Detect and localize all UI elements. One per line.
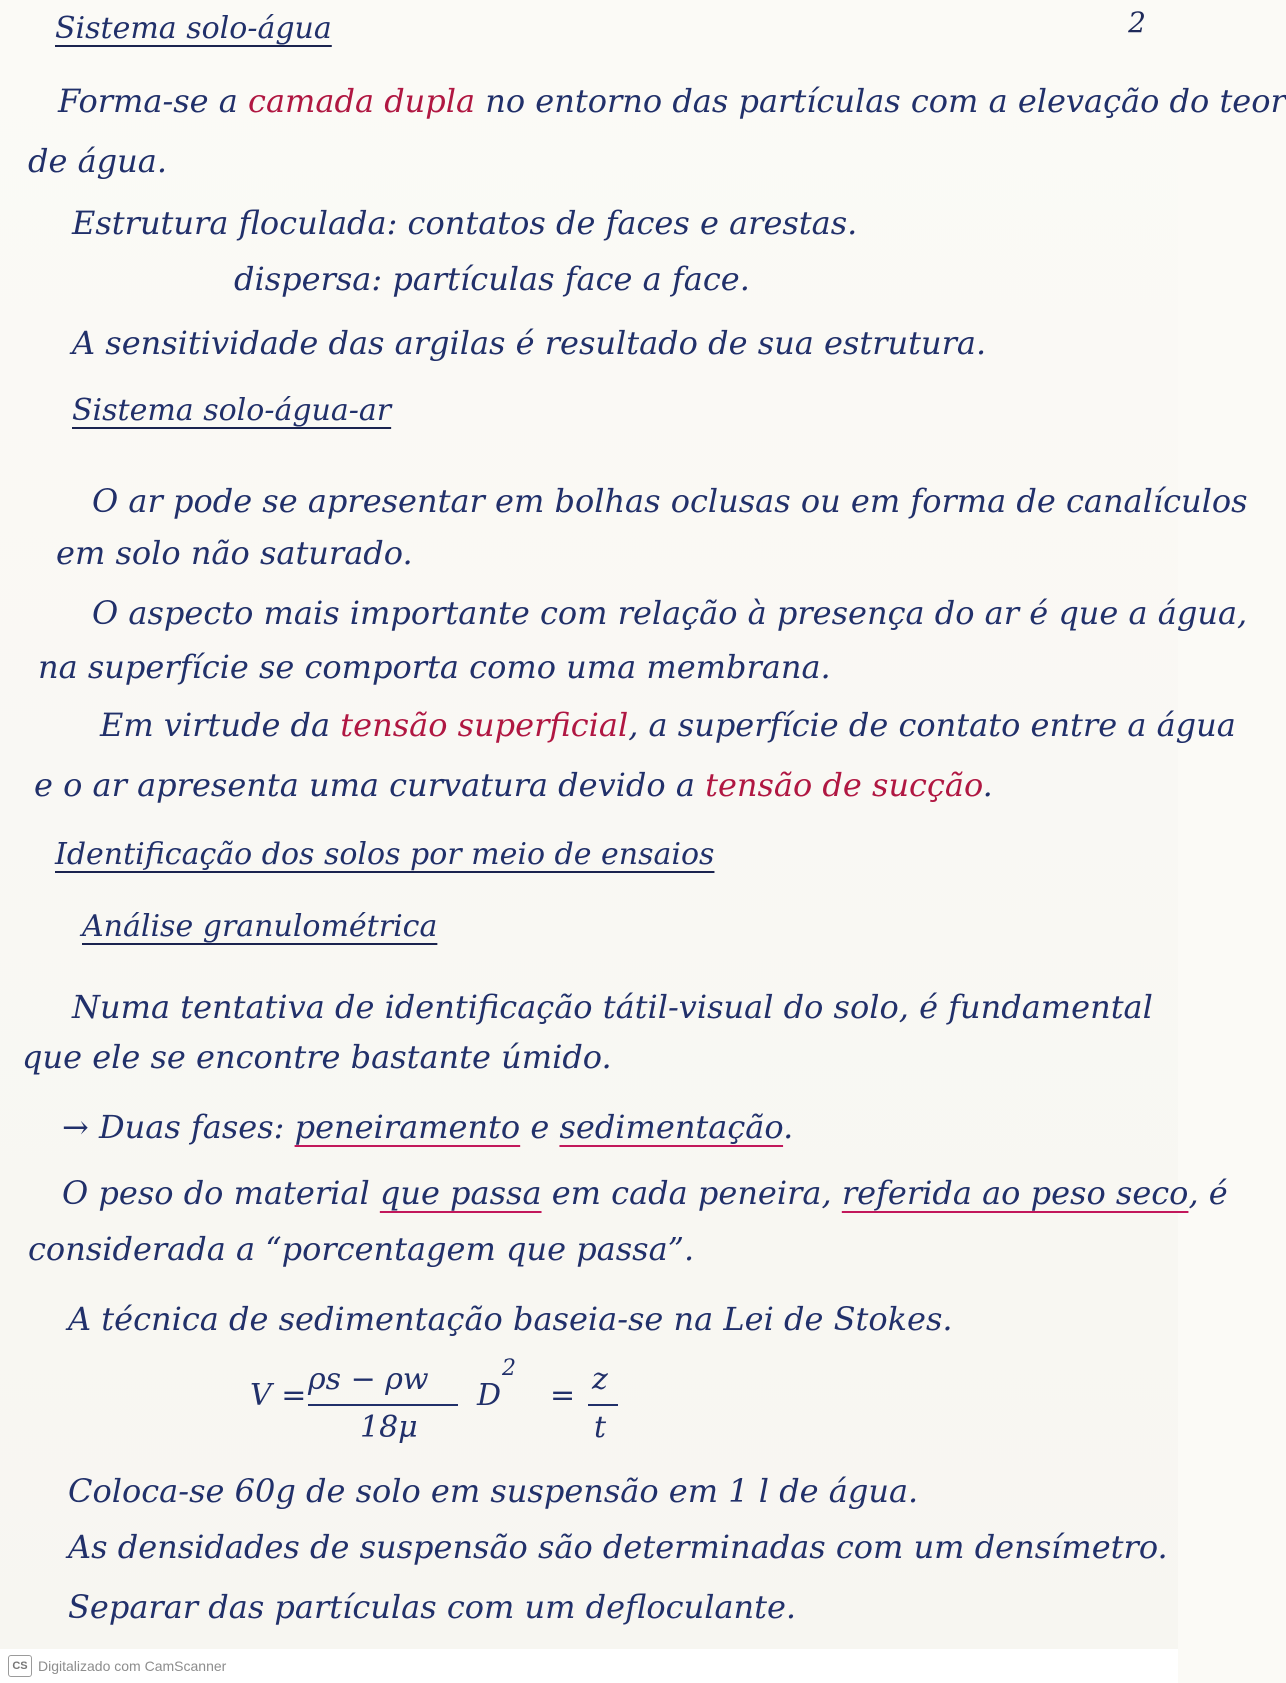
line-porcentagem-que-passa: considerada a “porcentagem que passa”. bbox=[28, 1230, 695, 1268]
camscanner-icon: CS bbox=[8, 1655, 32, 1677]
line-tensao-succao bbox=[34, 768, 993, 803]
line-sensitividade: A sensitividade das argilas é resultado de sua estrutura. bbox=[72, 324, 987, 362]
text-segment: Forma-se a bbox=[58, 82, 249, 120]
text-segment: , a superfície de contato entre a água bbox=[628, 706, 1236, 744]
text-segment: . bbox=[783, 1108, 794, 1146]
underlined-que-passa: que passa bbox=[379, 1174, 542, 1212]
text-segment: → Duas fases: bbox=[62, 1108, 295, 1146]
formula-exponent: 2 bbox=[502, 1356, 516, 1381]
formula-rhs-bar bbox=[588, 1404, 618, 1406]
underlined-peneiramento: peneiramento bbox=[294, 1108, 521, 1146]
underlined-sedimentacao: sedimentação bbox=[559, 1108, 784, 1146]
line-estrutura-floculada: Estrutura floculada: contatos de faces e arestas. bbox=[72, 204, 858, 242]
formula-fraction-bar bbox=[308, 1404, 458, 1406]
highlight-tensao-succao: tensão de sucção bbox=[705, 766, 983, 804]
text-segment: em cada peneira, bbox=[541, 1174, 842, 1212]
text-segment: e bbox=[520, 1108, 560, 1146]
highlight-camada-dupla: camada dupla bbox=[248, 82, 476, 120]
text-segment: Em virtude da bbox=[100, 706, 341, 744]
text-segment: , é bbox=[1188, 1174, 1228, 1212]
line-coloca-se: Coloca-se 60g de solo em suspensão em 1 l de água. bbox=[68, 1472, 919, 1510]
page-number: 2 bbox=[1128, 6, 1146, 39]
formula-numerator: ρs − ρw bbox=[308, 1362, 429, 1397]
formula-rhs-denominator: t bbox=[594, 1410, 607, 1445]
text-segment: e o ar apresenta uma curvatura devido a bbox=[34, 766, 706, 804]
underlined-referida-peso-seco: referida ao peso seco bbox=[841, 1174, 1189, 1212]
line-peso-material bbox=[62, 1176, 1228, 1211]
scanner-watermark bbox=[0, 1649, 1178, 1683]
heading-sistema-solo-agua: Sistema solo-água bbox=[55, 11, 332, 46]
line-dispersa: dispersa: partículas face a face. bbox=[234, 260, 750, 298]
formula-diameter: D bbox=[477, 1378, 502, 1413]
line-bastante-umido: que ele se encontre bastante úmido. bbox=[22, 1038, 612, 1076]
highlight-tensao-superficial: tensão superficial bbox=[340, 706, 629, 744]
line-duas-fases bbox=[62, 1110, 793, 1145]
formula-rhs-numerator: z bbox=[592, 1362, 608, 1397]
line-lei-stokes: A técnica de sedimentação baseia-se na Lei de Stokes. bbox=[68, 1300, 953, 1338]
line-defloculante: Separar das partículas com um defloculante. bbox=[68, 1588, 797, 1626]
line-membrana: na superfície se comporta como uma membrana. bbox=[38, 648, 831, 686]
text-segment: . bbox=[982, 766, 993, 804]
formula-equals: = bbox=[550, 1378, 576, 1413]
heading-analise-granulometrica: Análise granulométrica bbox=[82, 909, 438, 944]
line-tensao-superficial bbox=[100, 708, 1236, 743]
line-densimetro: As densidades de suspensão são determinadas com um densímetro. bbox=[68, 1528, 1168, 1566]
stokes-formula bbox=[250, 1356, 630, 1454]
line-solo-nao-saturado: em solo não saturado. bbox=[56, 534, 413, 572]
line-camada-dupla bbox=[58, 84, 1286, 119]
line-de-agua: de água. bbox=[28, 142, 168, 180]
formula-lhs: V = bbox=[250, 1378, 307, 1413]
text-segment: no entorno das partículas com a elevação do teor bbox=[475, 82, 1286, 120]
line-ar-bolhas: O ar pode se apresentar em bolhas oclusas ou em forma de canalículos bbox=[92, 482, 1248, 520]
watermark-text: Digitalizado com CamScanner bbox=[38, 1658, 227, 1674]
formula-denominator: 18μ bbox=[360, 1410, 418, 1445]
line-identificacao-tatil: Numa tentativa de identificação tátil-visual do solo, é fundamental bbox=[72, 988, 1153, 1026]
text-segment: O peso do material bbox=[62, 1174, 380, 1212]
heading-sistema-solo-agua-ar: Sistema solo-água-ar bbox=[72, 393, 392, 428]
heading-identificacao-solos: Identificação dos solos por meio de ensaios bbox=[55, 837, 715, 872]
line-aspecto-importante: O aspecto mais importante com relação à presença do ar é que a água, bbox=[92, 594, 1248, 632]
